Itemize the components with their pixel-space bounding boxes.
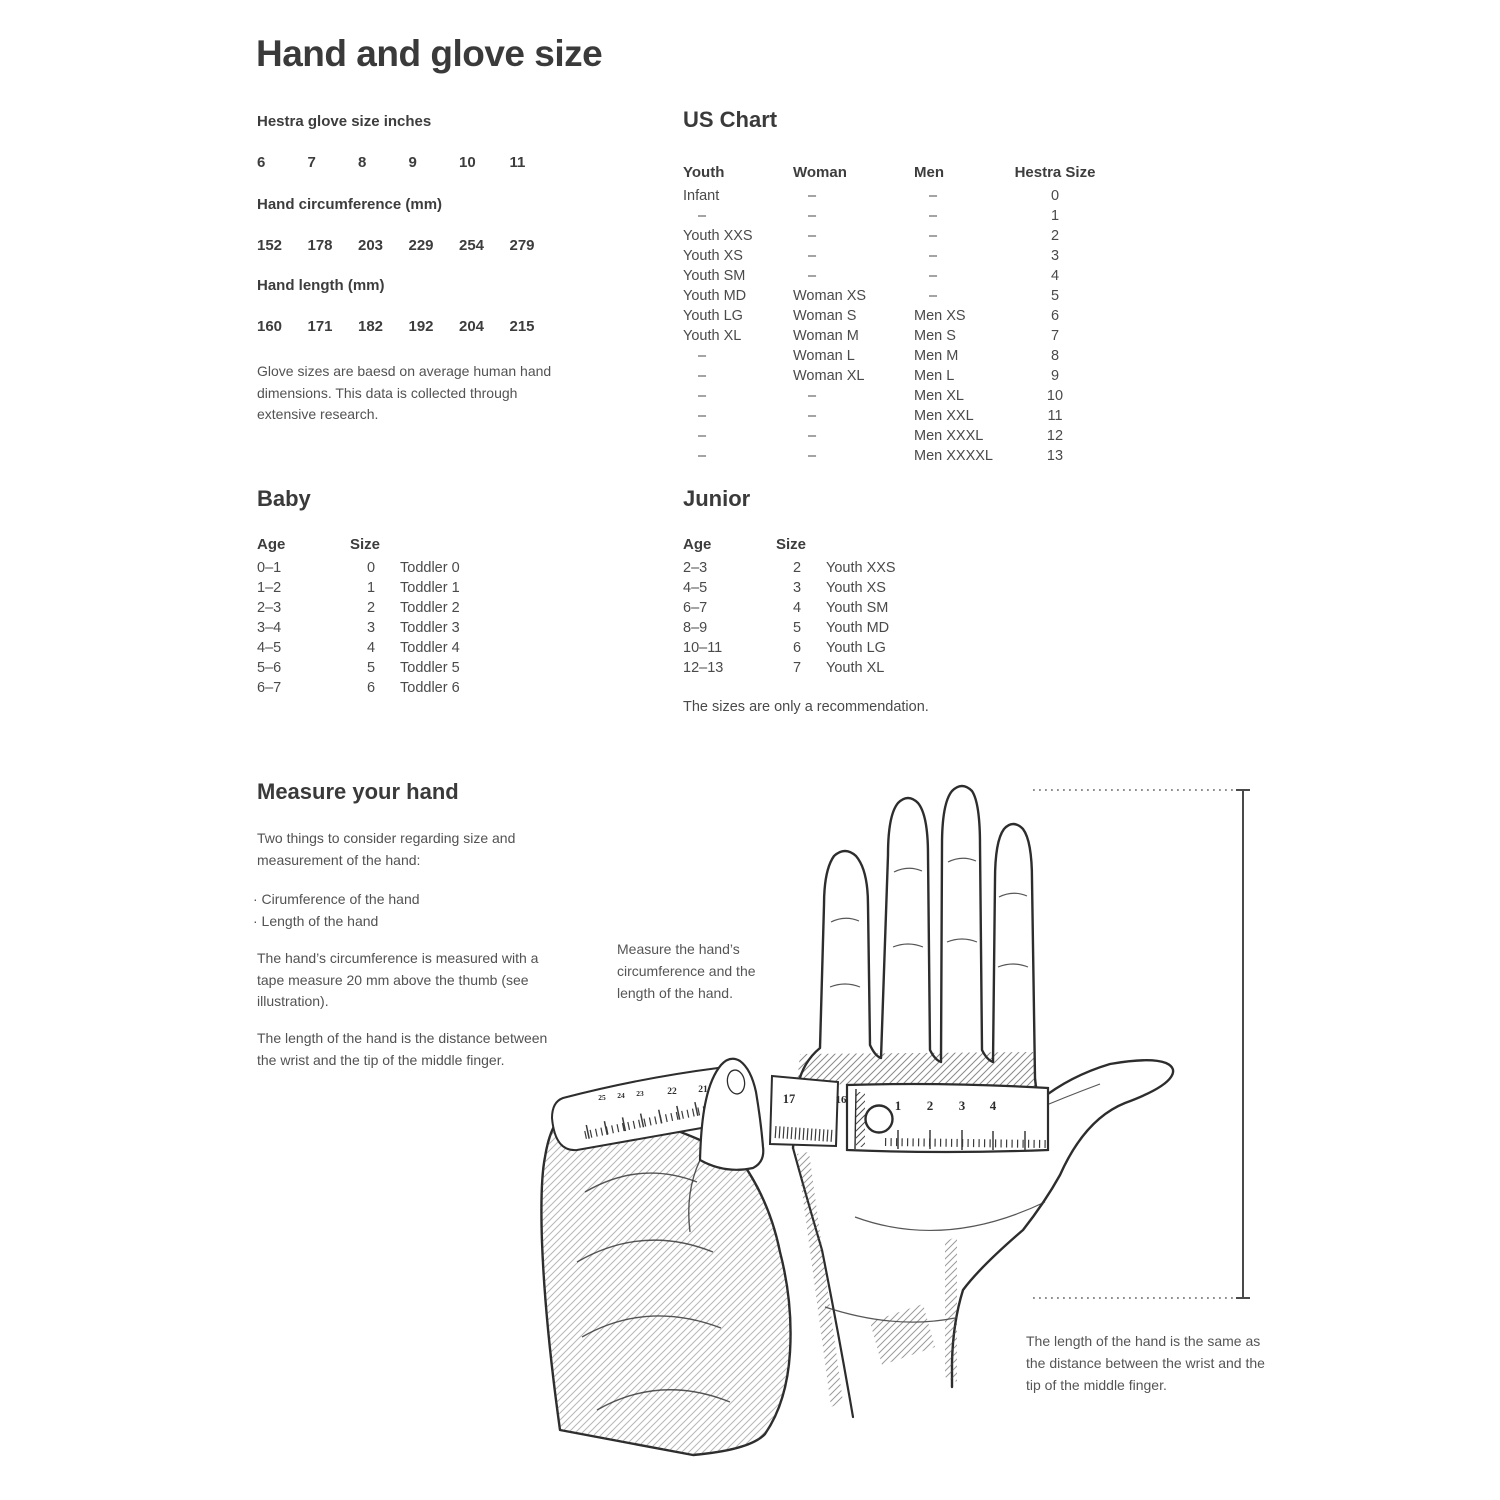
length-measure-line xyxy=(1236,790,1250,1298)
measure-para-circumference: The hand’s circumference is measured with a tape measure 20 mm above the thumb (see illustration). xyxy=(257,950,539,1009)
col-header-size: Size xyxy=(350,536,381,553)
table-cell: Youth XL xyxy=(683,328,742,344)
col-header-woman: Woman xyxy=(793,164,847,181)
table-row xyxy=(683,658,896,678)
table-cell: 12–13 xyxy=(683,660,724,676)
table-cell: 7 xyxy=(1050,328,1060,344)
table-row xyxy=(257,678,460,698)
circumference-value: 279 xyxy=(509,237,535,254)
table-row xyxy=(683,386,1097,406)
table-cell: – xyxy=(929,188,938,204)
col-header-size: Size xyxy=(776,536,807,553)
svg-text:22: 22 xyxy=(667,1087,677,1097)
table-cell: 6 xyxy=(366,680,376,696)
circumference-value: 203 xyxy=(358,237,384,254)
table-cell: 10–11 xyxy=(683,640,723,656)
table-cell: – xyxy=(929,288,938,304)
tape-seam-hatch xyxy=(856,1092,865,1147)
tape-grommet xyxy=(866,1106,893,1133)
table-header-row xyxy=(683,535,896,558)
glove-size-value: 11 xyxy=(509,154,526,171)
table-cell: Toddler 4 xyxy=(400,640,460,656)
table-row xyxy=(683,426,1097,446)
table-cell: – xyxy=(929,228,938,244)
table-cell: – xyxy=(929,248,938,264)
caption-hand-length: The length of the hand is the same as the distance between the wrist and the tip of the middle finger. xyxy=(1026,1333,1265,1393)
glove-size-values xyxy=(257,154,560,171)
table-cell: 4 xyxy=(1050,268,1060,284)
table-cell: Toddler 3 xyxy=(400,620,460,636)
baby-table xyxy=(257,535,460,698)
circumference-label: Hand circumference (mm) xyxy=(257,196,443,213)
table-row xyxy=(683,186,1097,206)
table-cell: Woman XS xyxy=(793,288,867,304)
table-cell: 9 xyxy=(1050,368,1060,384)
table-cell: Toddler 2 xyxy=(400,600,460,616)
junior-title: Junior xyxy=(683,486,751,511)
hand-length-value: 192 xyxy=(408,318,434,335)
table-row xyxy=(683,206,1097,226)
circumference-value: 254 xyxy=(459,237,485,254)
table-cell: – xyxy=(808,248,817,264)
table-cell: – xyxy=(808,408,817,424)
table-cell: 6 xyxy=(1050,308,1060,324)
page-title: Hand and glove size xyxy=(256,33,603,74)
table-cell: 4–5 xyxy=(683,580,708,596)
table-row xyxy=(683,558,896,578)
measure-para-length: The length of the hand is the distance between the wrist and the tip of the middle finger. xyxy=(257,1030,548,1068)
us-chart-table xyxy=(683,163,1097,466)
table-row xyxy=(683,346,1097,366)
table-cell: Woman M xyxy=(793,328,859,344)
table-cell: Woman S xyxy=(793,308,857,324)
table-row xyxy=(683,286,1097,306)
table-cell: Toddler 6 xyxy=(400,680,460,696)
table-cell: 5 xyxy=(366,660,376,676)
table-cell: Youth MD xyxy=(683,288,747,304)
table-cell: Youth XS xyxy=(826,580,886,596)
svg-text:2: 2 xyxy=(926,1098,934,1113)
svg-text:4: 4 xyxy=(989,1098,997,1113)
table-header-row xyxy=(257,535,460,558)
table-cell: – xyxy=(808,208,817,224)
table-cell: 11 xyxy=(1047,408,1063,424)
table-cell: Youth XXS xyxy=(826,560,896,576)
table-cell: – xyxy=(808,428,817,444)
table-cell: 6–7 xyxy=(683,600,708,616)
table-cell: – xyxy=(698,348,707,364)
table-cell: – xyxy=(698,428,707,444)
tape-seam-line xyxy=(855,1089,856,1149)
table-cell: 5 xyxy=(1050,288,1060,304)
table-row xyxy=(683,306,1097,326)
table-cell: 3–4 xyxy=(257,620,282,636)
table-cell: Youth SM xyxy=(683,268,746,284)
tape-number-17: 17 xyxy=(782,1092,796,1106)
circumference-values xyxy=(257,237,560,254)
table-cell: 0 xyxy=(366,560,376,576)
table-cell: Youth XS xyxy=(683,248,743,264)
table-cell: Woman L xyxy=(793,348,855,364)
table-row xyxy=(683,326,1097,346)
glove-size-value: 8 xyxy=(358,154,367,171)
table-cell: Youth MD xyxy=(826,620,890,636)
table-cell: 7 xyxy=(792,660,802,676)
table-cell: 10 xyxy=(1046,388,1064,404)
hand-length-value: 171 xyxy=(307,318,333,335)
table-row xyxy=(683,578,896,598)
circumference-value: 229 xyxy=(408,237,434,254)
table-cell: 4 xyxy=(366,640,376,656)
table-cell: Woman XL xyxy=(793,368,865,384)
table-cell: – xyxy=(698,208,707,224)
svg-text:21: 21 xyxy=(698,1085,708,1095)
caption-circumference: Measure the hand’s circumference and the length of the hand. xyxy=(617,941,756,1001)
table-cell: 2–3 xyxy=(257,600,282,616)
table-cell: Men XXXL xyxy=(914,428,984,444)
table-row xyxy=(257,598,460,618)
table-header-row xyxy=(683,163,1097,186)
table-cell: Youth XL xyxy=(826,660,885,676)
us-chart-title: US Chart xyxy=(683,107,778,132)
table-cell: – xyxy=(929,268,938,284)
table-cell: Men M xyxy=(914,348,959,364)
table-row xyxy=(683,366,1097,386)
table-cell: 2 xyxy=(1050,228,1060,244)
table-row xyxy=(257,558,460,578)
table-cell: 5 xyxy=(792,620,802,636)
measure-bullet-circumference: · Cirumference of the hand xyxy=(253,891,420,907)
table-cell: – xyxy=(698,368,707,384)
table-cell: 1 xyxy=(366,580,376,596)
table-cell: Toddler 5 xyxy=(400,660,460,676)
col-header-age: Age xyxy=(257,536,286,553)
col-header-men: Men xyxy=(914,164,944,181)
table-cell: Youth LG xyxy=(683,308,743,324)
table-cell: Men XS xyxy=(914,308,966,324)
hand-measurement-illustration xyxy=(525,762,1265,1486)
table-row xyxy=(683,638,896,658)
table-row xyxy=(683,598,896,618)
table-cell: – xyxy=(929,208,938,224)
hand-length-values xyxy=(257,318,560,335)
measure-bullet-length: · Length of the hand xyxy=(253,913,379,929)
junior-note: The sizes are only a recommendation. xyxy=(683,699,929,715)
size-note: Glove sizes are baesd on average human hand dimensions. This data is collected through extensive research. xyxy=(257,363,552,422)
table-cell: 3 xyxy=(366,620,376,636)
table-cell: 2–3 xyxy=(683,560,708,576)
table-row xyxy=(683,406,1097,426)
table-row xyxy=(683,266,1097,286)
table-cell: – xyxy=(808,388,817,404)
table-cell: 8–9 xyxy=(683,620,708,636)
svg-text:25: 25 xyxy=(598,1093,606,1102)
table-cell: – xyxy=(808,268,817,284)
table-cell: Youth LG xyxy=(826,640,886,656)
table-row xyxy=(683,226,1097,246)
svg-text:3: 3 xyxy=(958,1098,966,1113)
hand-length-value: 204 xyxy=(459,318,485,335)
glove-size-value: 10 xyxy=(459,154,476,171)
table-cell: 8 xyxy=(1050,348,1060,364)
table-cell: 6–7 xyxy=(257,680,282,696)
table-row xyxy=(257,578,460,598)
table-cell: 13 xyxy=(1046,448,1064,464)
table-row xyxy=(257,618,460,638)
table-cell: 3 xyxy=(792,580,802,596)
table-cell: – xyxy=(698,448,707,464)
hand-length-value: 182 xyxy=(358,318,384,335)
col-header-youth: Youth xyxy=(683,164,725,181)
svg-text:24: 24 xyxy=(617,1091,625,1100)
circumference-value: 152 xyxy=(257,237,283,254)
hand-length-value: 215 xyxy=(509,318,535,335)
glove-size-value: 9 xyxy=(408,154,417,171)
table-cell: – xyxy=(698,388,707,404)
table-cell: 4–5 xyxy=(257,640,282,656)
table-cell: – xyxy=(808,448,817,464)
table-row xyxy=(683,446,1097,466)
table-cell: 2 xyxy=(792,560,802,576)
table-cell: – xyxy=(698,408,707,424)
table-cell: Infant xyxy=(683,188,720,204)
table-cell: 6 xyxy=(792,640,802,656)
table-cell: 0 xyxy=(1050,188,1060,204)
measure-intro: Two things to consider regarding size and measurement of the hand: xyxy=(257,830,516,868)
col-header-age: Age xyxy=(683,536,712,553)
glove-size-value: 7 xyxy=(307,154,316,171)
table-cell: – xyxy=(808,228,817,244)
svg-text:23: 23 xyxy=(636,1089,644,1098)
table-cell: Men XXL xyxy=(914,408,974,424)
table-cell: Men XXXXL xyxy=(914,448,993,464)
table-row xyxy=(683,618,896,638)
table-cell: Men L xyxy=(914,368,955,384)
glove-size-label: Hestra glove size inches xyxy=(257,113,432,130)
table-cell: Youth SM xyxy=(826,600,889,616)
table-cell: 1–2 xyxy=(257,580,282,596)
glove-size-value: 6 xyxy=(257,154,266,171)
tape-number-16: 16 xyxy=(835,1094,847,1106)
table-cell: 1 xyxy=(1050,208,1060,224)
hand-length-value: 160 xyxy=(257,318,283,335)
junior-table xyxy=(683,535,896,678)
svg-text:1: 1 xyxy=(894,1098,902,1113)
table-cell: 4 xyxy=(792,600,802,616)
table-row xyxy=(257,638,460,658)
circumference-value: 178 xyxy=(307,237,333,254)
col-header-hestra-size: Hestra Size xyxy=(1014,164,1096,181)
baby-title: Baby xyxy=(257,486,311,511)
table-cell: Toddler 0 xyxy=(400,560,460,576)
table-cell: – xyxy=(808,188,817,204)
table-cell: Men S xyxy=(914,328,956,344)
table-row xyxy=(257,658,460,678)
table-cell: 5–6 xyxy=(257,660,282,676)
measure-title: Measure your hand xyxy=(257,779,459,804)
table-cell: 2 xyxy=(366,600,376,616)
hand-length-label: Hand length (mm) xyxy=(257,277,385,294)
table-cell: Men XL xyxy=(914,388,964,404)
table-cell: Youth XXS xyxy=(683,228,753,244)
table-cell: 3 xyxy=(1050,248,1060,264)
table-cell: 0–1 xyxy=(257,560,282,576)
table-cell: 12 xyxy=(1046,428,1064,444)
table-row xyxy=(683,246,1097,266)
table-cell: Toddler 1 xyxy=(400,580,460,596)
